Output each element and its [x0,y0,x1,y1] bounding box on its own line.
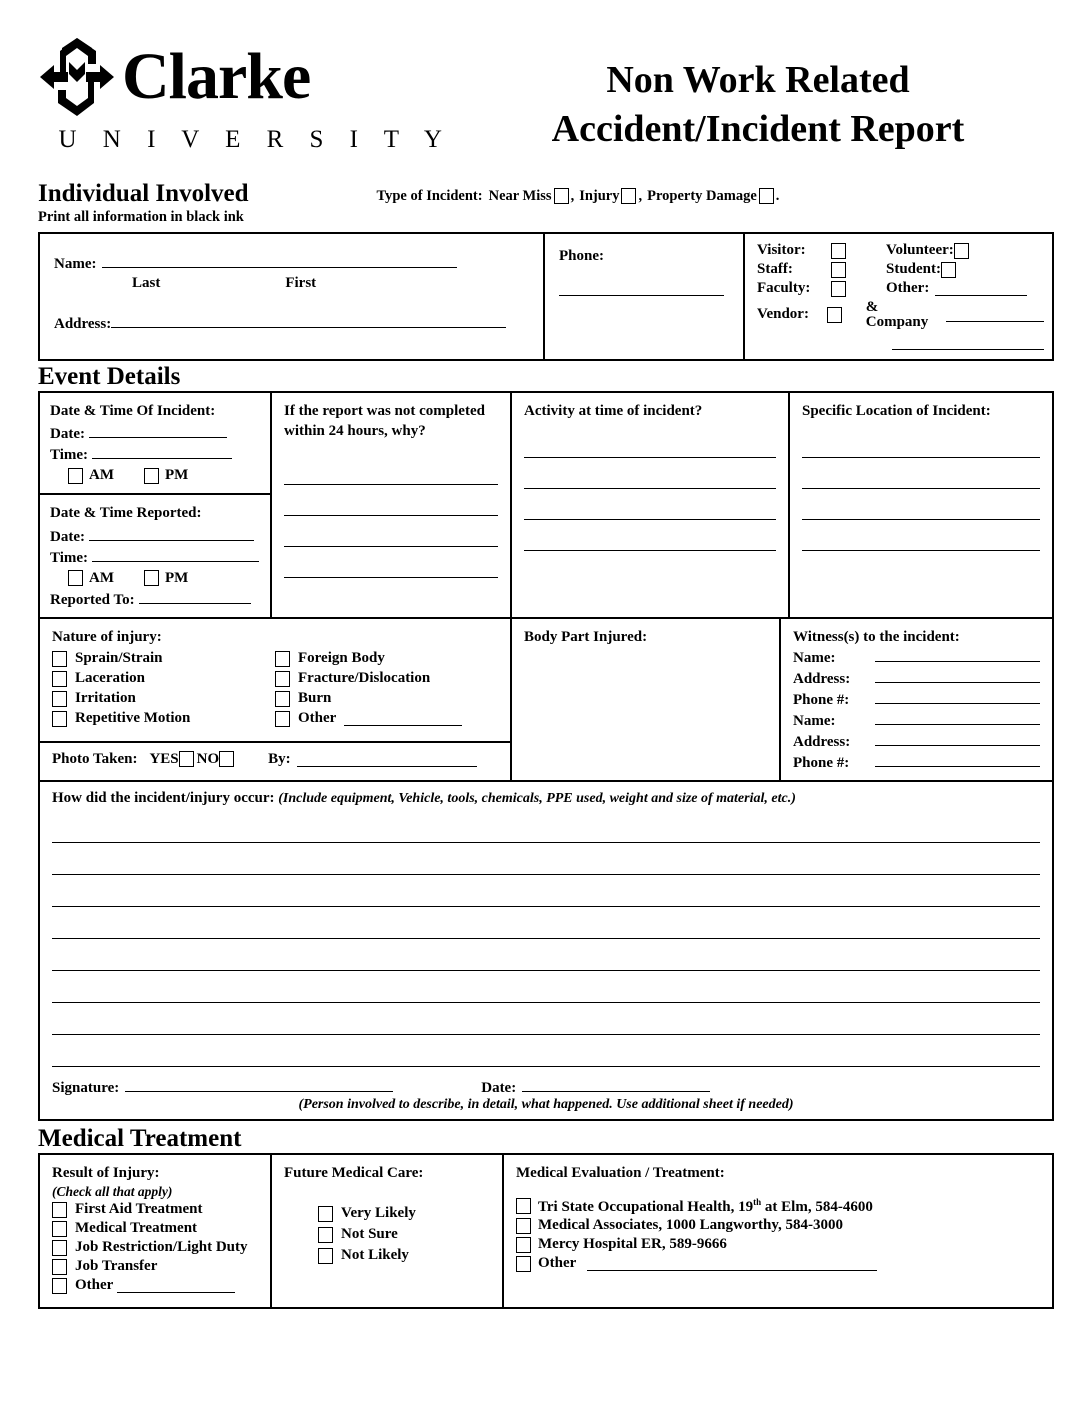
not-sure-checkbox[interactable] [318,1227,333,1243]
medical-treatment-table [38,1153,1054,1308]
signature-footnote: (Person involved to describe, in detail, what happened. Use additional sheet if needed) [298,1096,794,1112]
reported-time-row [50,547,260,567]
witness2-address-label: Address: [793,733,851,750]
last-label: Last [132,274,161,291]
laceration-label: Laceration [75,670,145,687]
medical-treatment-checkbox[interactable] [52,1221,67,1237]
check-all-note: (Check all that apply) [52,1183,173,1199]
witness2-phone-input[interactable] [875,752,1040,767]
reported-to-row [50,589,260,609]
eval-other-checkbox[interactable] [516,1256,531,1272]
sprain-strain-label: Sprain/Strain [75,650,163,667]
incident-am-checkbox[interactable] [68,468,83,484]
type-of-incident-label: Type of Incident: [376,187,483,204]
volunteer-checkbox[interactable] [954,243,969,259]
sep-1: , [570,187,575,204]
incident-date-label: Date: [50,426,85,443]
incident-datetime-block [40,393,270,495]
nature-options-left [52,651,275,731]
phone-input[interactable] [559,280,724,296]
page-title [458,34,1058,153]
late-reason-title: If the report was not completed within 24 hours, why? [284,403,485,440]
photo-by-input[interactable] [297,752,477,767]
checkbox-row[interactable] [516,1237,1042,1253]
incident-date-input[interactable] [89,423,227,438]
checkbox-row[interactable] [275,711,498,727]
tri-state-label: Tri State Occupational Health, 19th at Elm, 584-4600 [538,1196,873,1215]
witness1-address-label: Address: [793,670,851,687]
checkbox-row[interactable] [52,651,275,667]
reported-am-checkbox[interactable] [68,570,83,586]
mercy-hospital-checkbox[interactable] [516,1237,531,1253]
vendor-checkbox[interactable] [827,307,842,323]
phone-cell [545,234,745,359]
witness-cell [781,619,1052,780]
body-part-title: Body Part Injured: [524,628,648,645]
late-reason-lines[interactable] [284,454,498,578]
job-restriction-checkbox[interactable] [52,1240,67,1256]
reported-datetime-title: Date & Time Reported: [50,505,202,522]
checkbox-row[interactable] [52,711,275,727]
other-input[interactable] [935,281,1027,296]
reported-datetime-block [40,495,270,616]
very-likely-label: Very Likely [341,1205,416,1221]
medical-heading: Medical Treatment [38,1124,242,1152]
foreign-body-checkbox[interactable] [275,651,290,667]
vendor-company-row [757,300,1044,330]
witness-title: Witness(s) to the incident: [793,628,960,645]
volunteer-label: Volunteer: [886,242,954,258]
how-occurred-lines[interactable] [40,811,1052,1071]
name-sublabels [54,275,529,292]
witness2-address-input[interactable] [875,731,1040,746]
address-input[interactable] [111,312,506,328]
how-occurred-hint: (Include equipment, Vehicle, tools, chemicals, PPE used, weight and size of material, etc.) [278,790,796,806]
student-checkbox[interactable] [941,262,956,278]
name-label: Name: [54,255,97,272]
document-header [0,0,1088,180]
photo-by-label: By: [268,750,291,767]
reported-ampm-row [68,570,260,587]
checkbox-row[interactable] [275,671,498,687]
checkbox-row[interactable] [52,1221,260,1237]
nature-other-checkbox[interactable] [275,711,290,727]
event-heading: Event Details [38,362,181,390]
location-lines[interactable] [802,427,1040,551]
tri-state-checkbox[interactable] [516,1198,531,1214]
staff-checkbox[interactable] [831,262,846,278]
witness2-phone-label: Phone #: [793,754,850,771]
nature-of-injury-body [40,619,510,741]
nature-of-injury-cell [40,619,512,780]
checkbox-row[interactable] [318,1206,492,1222]
reported-am-label: AM [89,569,114,586]
reported-date-row [50,526,260,546]
fracture-dislocation-label: Fracture/Dislocation [298,670,431,687]
incident-date-row [50,423,260,443]
result-of-injury-title: Result of Injury: [52,1165,160,1182]
job-transfer-label: Job Transfer [75,1258,158,1274]
checkbox-row[interactable] [52,1202,260,1218]
visitor-checkbox[interactable] [831,243,846,259]
brand-name: Clarke [122,39,311,113]
not-sure-label: Not Sure [341,1226,398,1242]
photo-taken-row [40,741,510,780]
reported-time-input[interactable] [92,547,259,562]
evaluation-options-list [516,1198,1042,1272]
photo-yes-label: YES [149,750,179,767]
repetitive-motion-label: Repetitive Motion [75,710,191,727]
activity-lines[interactable] [524,427,776,551]
individual-section-header [0,180,1088,209]
reported-pm-checkbox[interactable] [144,570,159,586]
result-of-injury-cell [40,1155,272,1306]
late-reason-cell [272,393,512,617]
checkbox-row[interactable] [275,691,498,707]
first-aid-treatment-checkbox[interactable] [52,1202,67,1218]
individual-involved-table [38,232,1054,361]
mercy-hospital-label: Mercy Hospital ER, 589-9666 [538,1236,727,1252]
address-field-row [54,312,529,334]
nature-of-injury-title: Nature of injury: [52,628,162,645]
not-likely-checkbox[interactable] [318,1248,333,1264]
checkbox-row[interactable] [318,1248,492,1264]
incident-am-label: AM [89,467,114,484]
witness-field-row [793,689,1040,709]
property-damage-checkbox[interactable] [759,188,774,204]
incident-datetime-title: Date & Time Of Incident: [50,403,216,419]
event-details-table [38,391,1054,1121]
other-label: Other: [886,280,930,296]
body-part-cell[interactable] [512,619,781,780]
staff-label: Staff: [757,261,793,277]
faculty-label: Faculty: [757,280,811,296]
reported-time-label: Time: [50,549,89,566]
event-row-3 [40,782,1052,1119]
incident-time-input[interactable] [92,444,232,459]
foreign-body-label: Foreign Body [298,650,385,667]
faculty-other-row [757,281,1044,297]
laceration-checkbox[interactable] [52,671,67,687]
burn-checkbox[interactable] [275,691,290,707]
witness2-name-input[interactable] [875,710,1040,725]
location-cell [790,393,1052,617]
reported-date-label: Date: [50,528,85,545]
job-transfer-checkbox[interactable] [52,1259,67,1275]
photo-taken-label: Photo Taken: [52,750,138,767]
witness1-name-label: Name: [793,649,836,666]
signature-row [40,1071,1052,1097]
reported-date-input[interactable] [89,526,254,541]
reported-pm-label: PM [165,569,189,586]
medical-treatment-label: Medical Treatment [75,1220,198,1236]
medical-evaluation-title: Medical Evaluation / Treatment: [516,1165,725,1182]
future-medical-care-cell [272,1155,504,1306]
classification-extra-input[interactable] [892,334,1044,350]
checkbox-row[interactable] [318,1227,492,1243]
brand-block [38,34,458,154]
incident-ampm-row [68,467,260,484]
irritation-label: Irritation [75,690,136,707]
how-occurred-title: How did the incident/injury occur: [52,789,275,806]
how-occurred-header [40,782,1052,811]
checkbox-row[interactable] [516,1256,1042,1272]
date-time-cell [40,393,272,617]
print-instruction: Print all information in black ink [38,208,244,225]
signature-input[interactable] [125,1077,393,1092]
name-field-row [54,252,529,274]
job-restriction-label: Job Restriction/Light Duty [75,1239,248,1255]
result-other-input[interactable] [117,1278,235,1293]
signature-date-input[interactable] [522,1077,710,1092]
title-line-1: Non Work Related [606,59,910,101]
checkbox-row[interactable] [52,1278,260,1294]
near-miss-label: Near Miss [488,187,552,204]
vendor-label: Vendor: [757,306,809,322]
company-input[interactable] [946,307,1044,322]
repetitive-motion-checkbox[interactable] [52,711,67,727]
checkbox-row[interactable] [52,671,275,687]
witness-field-row [793,731,1040,751]
incident-pm-label: PM [165,467,189,484]
company-label: & Company [865,298,929,330]
witness1-address-input[interactable] [875,668,1040,683]
staff-student-row [757,262,1044,278]
incident-time-row [50,444,260,464]
faculty-checkbox[interactable] [831,281,846,297]
name-address-cell [40,234,545,359]
signature-label: Signature: [52,1079,120,1096]
checkbox-row[interactable] [52,1240,260,1256]
nature-other-input[interactable] [344,711,462,726]
witness1-phone-input[interactable] [875,689,1040,704]
sentence-end: . [775,187,780,204]
nature-other-label: Other [298,710,337,727]
checkbox-row[interactable] [516,1218,1042,1234]
injury-checkbox[interactable] [621,188,636,204]
witness-field-row [793,668,1040,688]
not-likely-label: Not Likely [341,1247,409,1263]
reported-to-label: Reported To: [50,591,135,608]
event-row-2 [40,619,1052,782]
checkbox-row[interactable] [52,1259,260,1275]
type-of-incident-group [377,188,780,209]
result-other-label: Other [75,1277,114,1293]
clarke-logo-icon [38,34,116,120]
future-options-list [318,1206,492,1264]
medical-evaluation-cell [504,1155,1052,1306]
phone-label: Phone: [559,247,604,264]
future-medical-care-title: Future Medical Care: [284,1165,424,1182]
witness-field-row [793,647,1040,667]
activity-cell [512,393,790,617]
photo-yes-checkbox[interactable] [179,751,194,767]
witness-field-row [793,752,1040,772]
sep-2: , [638,187,643,204]
medical-associates-label: Medical Associates, 1000 Langworthy, 584-3000 [538,1217,843,1233]
event-row-1 [40,393,1052,619]
property-damage-label: Property Damage [647,187,757,204]
medical-row [40,1155,1052,1306]
checkbox-row[interactable] [52,691,275,707]
checkbox-row[interactable] [275,651,498,667]
fracture-dislocation-checkbox[interactable] [275,671,290,687]
sprain-strain-checkbox[interactable] [52,651,67,667]
eval-other-input[interactable] [587,1256,877,1271]
name-input[interactable] [102,252,457,268]
checkbox-row[interactable] [516,1198,1042,1215]
nature-options-right [275,651,498,731]
title-line-2: Accident/Incident Report [551,107,965,150]
eval-other-label: Other [538,1255,577,1271]
activity-title: Activity at time of incident? [524,403,703,419]
near-miss-checkbox[interactable] [554,188,569,204]
witness-field-row [793,710,1040,730]
witness2-name-label: Name: [793,712,836,729]
signature-date-label: Date: [481,1079,517,1096]
medical-associates-checkbox[interactable] [516,1218,531,1234]
first-aid-treatment-label: First Aid Treatment [75,1201,203,1217]
student-label: Student: [886,261,942,277]
location-title: Specific Location of Incident: [802,403,991,419]
photo-no-checkbox[interactable] [219,751,234,767]
photo-no-label: NO [196,750,220,767]
reported-to-input[interactable] [139,589,251,604]
individual-heading: Individual Involved [38,180,249,207]
brand-subtitle: U N I V E R S I T Y [58,126,452,153]
injury-label: Injury [579,187,620,204]
classification-cell [745,234,1052,359]
visitor-label: Visitor: [757,242,806,258]
how-occurred-cell [40,782,1052,1119]
very-likely-checkbox[interactable] [318,1206,333,1222]
address-label: Address: [54,315,112,332]
result-other-checkbox[interactable] [52,1278,67,1294]
irritation-checkbox[interactable] [52,691,67,707]
witness1-name-input[interactable] [875,647,1040,662]
witness1-phone-label: Phone #: [793,691,850,708]
visitor-volunteer-row [757,243,1044,259]
incident-time-label: Time: [50,447,89,464]
first-label: First [285,274,317,291]
burn-label: Burn [298,690,332,707]
incident-pm-checkbox[interactable] [144,468,159,484]
